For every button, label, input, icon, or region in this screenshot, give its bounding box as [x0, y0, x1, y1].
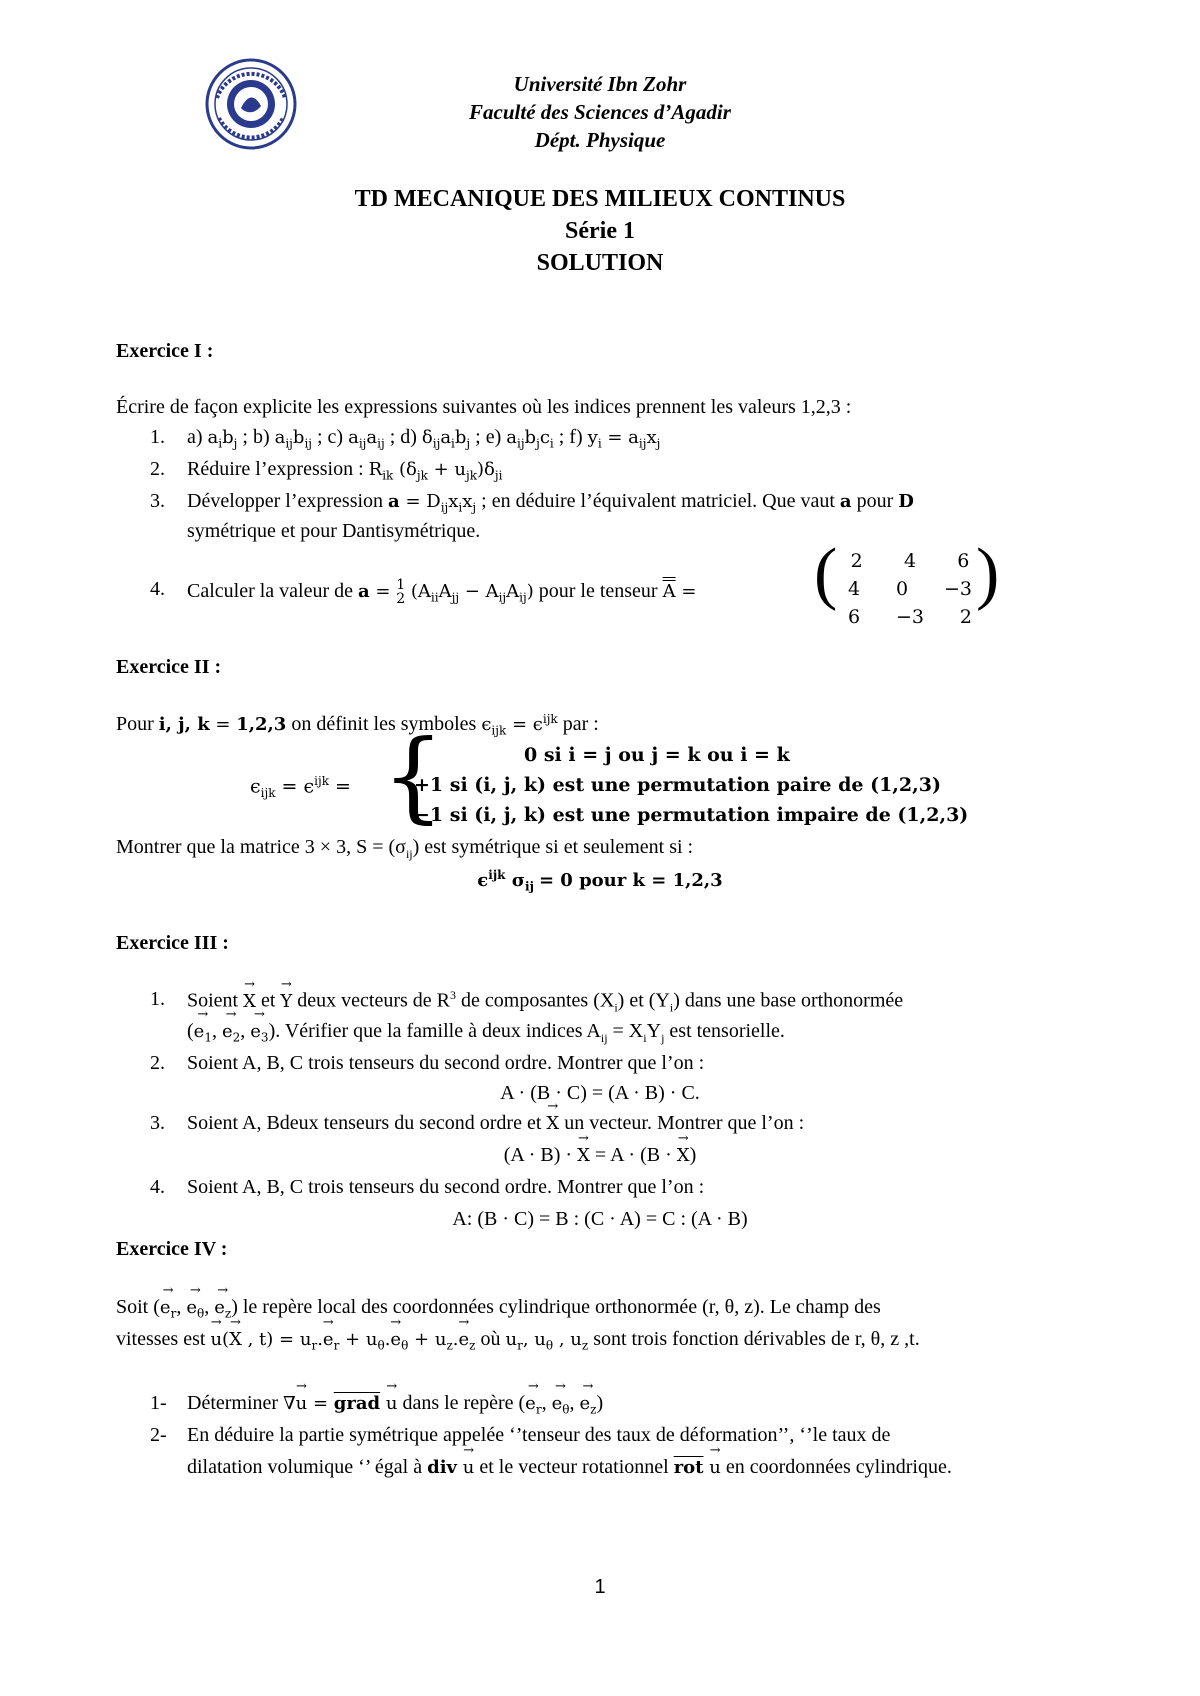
- exercise-1-intro: Écrire de façon explicite les expressions suivantes où les indices prennent les valeurs 1,2,3 :: [116, 396, 852, 418]
- exercise-2-statement: Montrer que la matrice 3 × 3, $S = (\sigma_{ij})$ est symétrique si et seulement si :: [116, 836, 694, 861]
- exercise-2-heading: Exercice II :: [116, 656, 222, 678]
- exercise-2-intro: Pour i, j, k = 1,2,3 on définit les symboles $\epsilon_{ijk} = \epsilon^{ijk}$ par :: [116, 712, 599, 738]
- exercise-4-heading: Exercice IV :: [116, 1238, 228, 1260]
- epsilon-definition-lhs: $\epsilon_{ijk} = \epsilon^{ijk}$ =: [250, 774, 351, 801]
- doc-title: TD MECANIQUE DES MILIEUX CONTINUS: [354, 186, 846, 212]
- tensor-A-matrix: ( ) 2 4 6 4 0 −3 6 −3 2: [814, 535, 1000, 628]
- epsilon-case-1: 0 si i = j ou j = k ou i = k: [524, 744, 790, 766]
- page-number: 1: [594, 1576, 606, 1598]
- exercise-2-condition: $\epsilon^{ijk}$ $\sigma_{ij} = 0$ pour k = 1,2,3: [477, 868, 723, 894]
- epsilon-case-2: +1 si (i, j, k) est une permutation paire de (1,2,3): [414, 774, 941, 796]
- exercise-1-item-3-line2: symétrique et pour Dantisymétrique.: [187, 520, 481, 542]
- exercise-4-line-1: Soit (→ $e_r$, → $e_\theta$, → $e_z$) le repère local des coordonnées cylindrique orthonormée (r, θ, z). Le champ des: [116, 1296, 881, 1321]
- exercise-4-item-2-line2: dilatation volumique ‘’ égal à div → u et le vecteur rotationnel $\overline{rot} \to u$ en coordonnées cylindrique.: [187, 1456, 952, 1479]
- exercise-3-item-3-eq: (A · B) · → X = A · (B · → X): [0, 1144, 1200, 1167]
- exercise-3-heading: Exercice III :: [116, 932, 229, 954]
- exercise-3-item-1-line2: (→ $e_1$, → $e_2$, → $e_3$). Vérifier que la famille à deux indices $A_{ij} = X_iY_j$ est tensorielle.: [187, 1020, 785, 1046]
- department-name: Dépt. Physique: [534, 128, 666, 152]
- exercise-1-heading: Exercice I :: [116, 340, 214, 362]
- epsilon-case-3: −1 si (i, j, k) est une permutation impaire de (1,2,3): [414, 804, 969, 826]
- epsilon-brace: {: [382, 720, 445, 834]
- exercise-3-item-2-eq: A · (B · C) = (A · B) · C.: [500, 1082, 700, 1104]
- university-name: Université Ibn Zohr: [513, 72, 687, 96]
- exercise-4-line-2: vitesses est → u(→ X , $t) = u_r.\to e_r + u_\theta.\to e_\theta + u_z.\to e_z$ où $u_r$, $u_\theta$ , $u_z$ sont trois fonction dérivables de r, θ, z ,t.: [116, 1328, 920, 1353]
- exercise-3-item-4-eq: A: (B · C) = B : (C · A) = C : (A · B): [452, 1208, 748, 1230]
- faculty-name: Faculté des Sciences d’Agadir: [469, 100, 731, 124]
- doc-series: Série 1: [565, 218, 635, 244]
- doc-solution: SOLUTION: [536, 250, 664, 276]
